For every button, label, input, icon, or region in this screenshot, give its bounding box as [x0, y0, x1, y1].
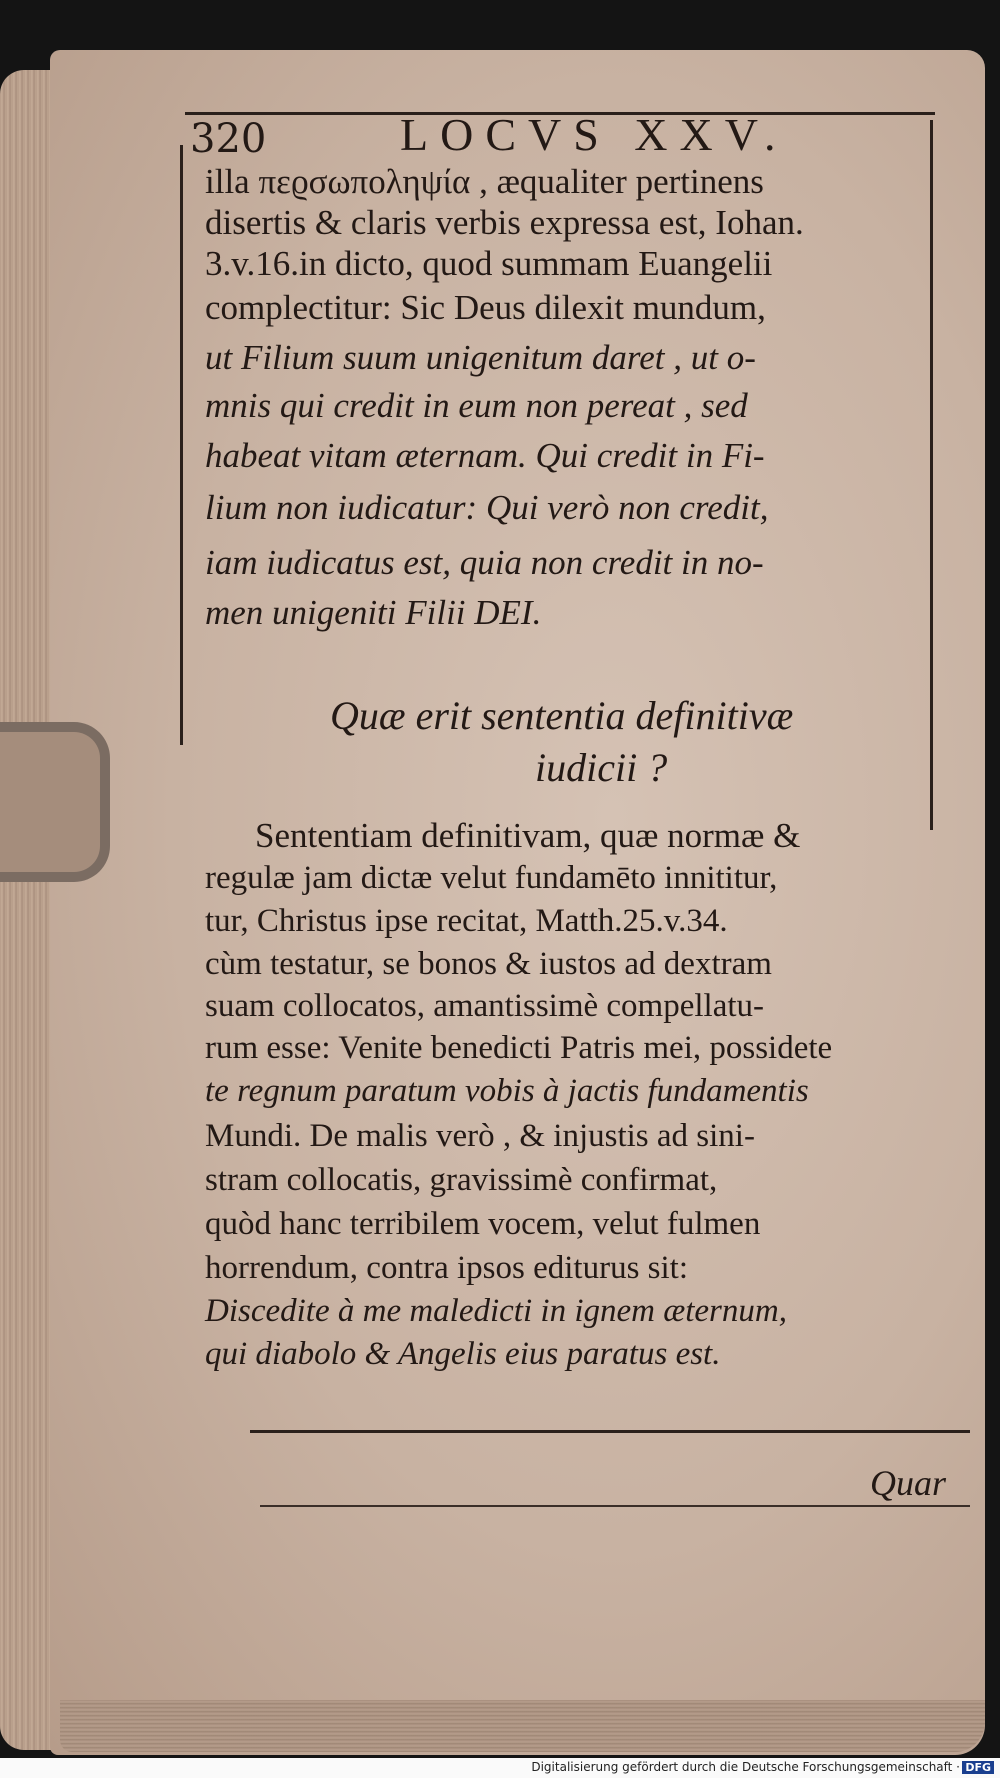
catchword: Quar	[870, 1463, 947, 1503]
answer-line: Discedite à me maledicti in ignem æternum,	[205, 1293, 787, 1329]
text-line: lium non iudicatur: Qui verò non credit,	[205, 488, 769, 527]
question-heading-line: iudicii ?	[535, 745, 668, 790]
answer-line: quòd hanc terribilem vocem, velut fulmen	[205, 1206, 761, 1242]
answer-line: cùm testatur, se bonos & iustos ad dextram	[205, 946, 772, 982]
text-line: habeat vitam æternam. Qui credit in Fi-	[205, 436, 765, 475]
answer-line: te regnum paratum vobis à jactis fundamentis	[205, 1073, 809, 1109]
answer-line: regulæ jam dictæ velut fundamēto innititur,	[205, 860, 778, 896]
bottom-rule	[250, 1430, 970, 1433]
bottom-rule-lower	[260, 1505, 970, 1507]
page-number: 320	[190, 116, 267, 162]
book-clasp	[0, 722, 110, 882]
running-head: LOCVS XXV.	[400, 109, 788, 160]
dfg-logo: DFG	[962, 1761, 994, 1774]
answer-line: stram collocatis, gravissimè confirmat,	[205, 1162, 718, 1198]
book-bottom-edge	[60, 1700, 985, 1752]
answer-line: Sententiam definitivam, quæ normæ &	[255, 816, 801, 855]
question-heading-line: Quæ erit sententia definitivæ	[330, 693, 794, 738]
text-line: ut Filium suum unigenitum daret , ut o-	[205, 338, 756, 377]
digitization-credit: Digitalisierung gefördert durch die Deutsche Forschungsgemeinschaft ·	[531, 1760, 960, 1774]
answer-line: Mundi. De malis verò , & injustis ad sini-	[205, 1118, 755, 1154]
answer-line: rum esse: Venite benedicti Patris mei, possidete	[205, 1030, 833, 1066]
answer-line: horrendum, contra ipsos editurus sit:	[205, 1250, 689, 1286]
text-line: illa πεϱσωποληψία , æqualiter pertinens	[205, 162, 764, 201]
text-line: mnis qui credit in eum non pereat , sed	[205, 386, 748, 425]
text-line: disertis & claris verbis expressa est, Iohan.	[205, 203, 804, 242]
answer-line: suam collocatos, amantissimè compellatu-	[205, 988, 765, 1024]
answer-line: tur, Christus ipse recitat, Matth.25.v.34.	[205, 903, 728, 939]
text-line: 3.v.16.in dicto, quod summam Euangelii	[205, 244, 773, 283]
text-line: iam iudicatus est, quia non credit in no-	[205, 543, 764, 582]
text-line: complectitur: Sic Deus dilexit mundum,	[205, 288, 766, 327]
left-frame-rule	[180, 145, 183, 745]
text-line: men unigeniti Filii DEI.	[205, 593, 542, 632]
right-frame-rule	[930, 120, 933, 830]
answer-line: qui diabolo & Angelis eius paratus est.	[205, 1336, 721, 1372]
